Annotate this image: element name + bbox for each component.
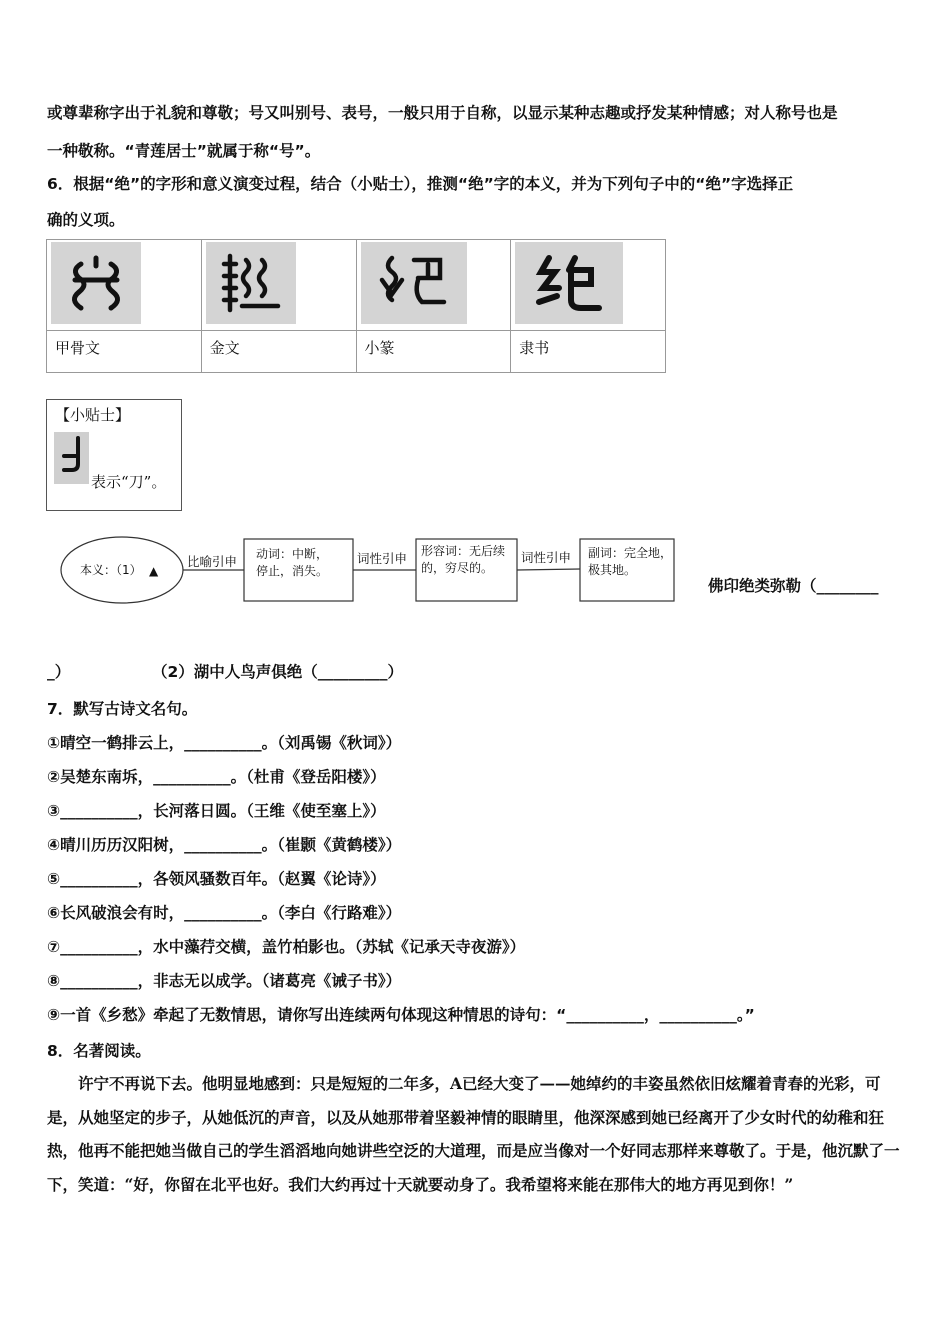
- adjective-box-line-1: 形容词：无后续: [421, 544, 506, 558]
- q7-item-3: ③__________，长河落日圆。（王维《使至塞上》）: [47, 802, 386, 820]
- arrow-label-1: 比喻引申: [187, 554, 238, 569]
- arrow-label-3: 词性引申: [521, 550, 572, 565]
- tip-title: 【小贴士】: [55, 406, 131, 424]
- script-label-seal: 小篆: [356, 331, 511, 373]
- small-seal-glyph-icon: [361, 242, 467, 324]
- clerical-glyph-icon: [515, 242, 623, 324]
- script-label-clerical: 隶书: [511, 331, 666, 373]
- q6-sentence-1-end: _）: [47, 663, 71, 681]
- glyph-cell-oracle: [47, 240, 202, 331]
- script-label-oracle: 甲骨文: [47, 331, 202, 373]
- q7-item-8: ⑧__________，非志无以成学。（诸葛亮《诫子书》）: [47, 972, 402, 990]
- q7-item-5: ⑤__________，各领风骚数百年。（赵翼《论诗》）: [47, 870, 386, 888]
- arrow-label-2: 词性引申: [357, 551, 408, 566]
- bronze-glyph-icon: [206, 242, 296, 324]
- origin-label: 本义：（1）: [80, 563, 142, 577]
- q6-prompt-line-2: 确的义项。: [47, 211, 125, 229]
- adjective-box-line-2: 的，穷尽的。: [421, 561, 494, 575]
- q8-title: 8．名著阅读。: [47, 1042, 151, 1060]
- glyph-cell-seal: [356, 240, 511, 331]
- oracle-bone-glyph-icon: [51, 242, 141, 324]
- script-label-bronze: 金文: [201, 331, 356, 373]
- q7-item-7: ⑦__________，水中藻荇交横，盖竹柏影也。（苏轼《记承天寺夜游》）: [47, 938, 526, 956]
- q8-passage: 许宁不再说下去。他明显地感到：只是短短的二年多，A已经大变了——她绰约的丰姿虽然依旧炫耀着青春的光彩，可是，从她坚定的步子，从她低沉的声音，以及从她那带着坚毅神情的眼睛里，他深深感到她已经离开了少女时代的幼稚和狂热，他再不能把她当做自己的学生滔滔地向她讲些空泛的大道理，而是应当像对一个好同志那样来尊敬了。于是，他沉默了一下，笑道：“好，你留在北平也好。我们大约再过十天就要动身了。我希望将来能在那伟大的地方再见到你！”: [47, 1074, 900, 1194]
- adverb-box-line-1: 副词：完全地，: [588, 546, 673, 560]
- q6-sentence-2: （2）湖中人鸟声俱绝（_________）: [152, 663, 404, 681]
- verb-box-line-2: 停止，消失。: [256, 564, 329, 578]
- q6-prompt-line-1: 6．根据“绝”的字形和意义演变过程，结合（小贴士），推测“绝”字的本义，并为下列句子中的“绝”字选择正: [47, 175, 794, 193]
- q6-sentence-1: 佛印绝类弥勒（________: [708, 577, 879, 595]
- verb-box-line-1: 动词：中断，: [256, 547, 329, 561]
- q7-item-9: ⑨一首《乡愁》牵起了无数情思，请你写出连续两句体现这种情思的诗句：“__________，__________。”: [47, 1006, 755, 1024]
- meaning-evolution-diagram: [60, 536, 700, 608]
- q7-title: 7．默写古诗文名句。: [47, 700, 198, 718]
- intro-line-1: 或尊辈称字出于礼貌和尊敬；号又叫别号、表号，一般只用于自称，以显示某种志趣或抒发某种情感；对人称号也是: [47, 104, 838, 122]
- adverb-box-line-2: 极其地。: [588, 563, 637, 577]
- tip-text: 表示“刀”。: [91, 473, 167, 491]
- glyph-cell-bronze: [201, 240, 356, 331]
- q7-item-6: ⑥长风破浪会有时，__________。（李白《行路难》）: [47, 904, 402, 922]
- q7-item-1: ①晴空一鹤排云上，__________。（刘禹锡《秋词》）: [47, 734, 402, 752]
- glyph-evolution-table: [46, 239, 666, 373]
- intro-line-2: 一种敬称。“青莲居士”就属于称“号”。: [47, 142, 321, 160]
- q7-item-4: ④晴川历历汉阳树，__________。（崔颢《黄鹤楼》）: [47, 836, 402, 854]
- tip-box: [46, 399, 182, 511]
- q7-item-2: ②吴楚东南坼，__________。（杜甫《登岳阳楼》）: [47, 768, 386, 786]
- origin-mark: ▲: [149, 564, 159, 578]
- knife-glyph-icon: [54, 432, 89, 484]
- glyph-cell-clerical: [511, 240, 666, 331]
